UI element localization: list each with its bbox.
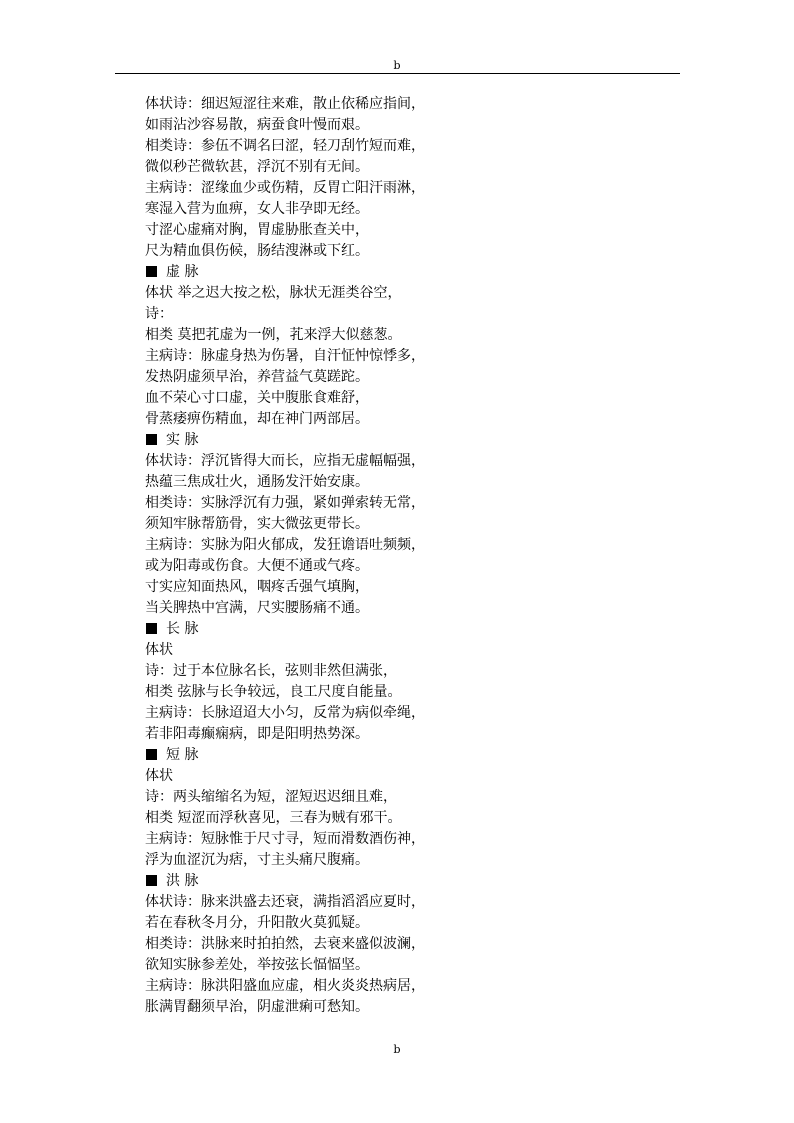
section-heading-label: 实 脉: [166, 432, 199, 448]
text-line-content: 若在春秋冬月分，升阳散火莫狐疑。: [145, 915, 369, 931]
text-line: [145, 493, 435, 514]
text-line: [145, 892, 435, 913]
text-line: [145, 178, 435, 199]
text-line-content: 主病诗：短脉惟于尺寸寻，短而滑数酒伤神，: [145, 831, 425, 847]
text-line-content: 寒湿入营为血痹，女人非孕即无经。: [145, 201, 369, 217]
text-line-content: 体状: [145, 642, 173, 658]
text-line: [145, 808, 435, 829]
section-heading: [145, 871, 435, 892]
text-line: [145, 535, 435, 556]
text-line: [145, 283, 435, 304]
text-line-content: 若非阳毒癫痫病，即是阳明热势深。: [145, 726, 369, 742]
text-line-content: 主病诗：长脉迢迢大小匀，反常为病似牵绳，: [145, 705, 425, 721]
section-heading-label: 短 脉: [166, 747, 199, 763]
text-line: [145, 577, 435, 598]
section-heading-label: 虚 脉: [166, 264, 199, 280]
text-line: [145, 724, 435, 745]
text-line: [145, 346, 435, 367]
text-line-content: 寸实应知面热风，咽疼舌强气填胸，: [145, 579, 369, 595]
text-line: [145, 787, 435, 808]
text-line: [145, 598, 435, 619]
text-line-content: 体状: [145, 768, 173, 784]
text-line: [145, 136, 435, 157]
text-line: [145, 703, 435, 724]
section-heading-label: 洪 脉: [166, 873, 199, 889]
text-line-content: 相类诗：洪脉来时拍拍然，去衰来盛似波澜，: [145, 936, 425, 952]
text-line-content: 主病诗：实脉为阳火郁成，发狂谵语吐频频，: [145, 537, 425, 553]
text-line: [145, 934, 435, 955]
text-line: [145, 199, 435, 220]
text-line: [145, 661, 435, 682]
text-line-content: 诗：: [145, 306, 173, 322]
document-body: [145, 94, 435, 1018]
square-bullet-icon: [146, 749, 157, 760]
text-line: [145, 976, 435, 997]
text-line-content: 主病诗：涩缘血少或伤精，反胃亡阳汗雨淋，: [145, 180, 425, 196]
text-line: [145, 388, 435, 409]
text-line: [145, 304, 435, 325]
text-line-content: 相类诗：实脉浮沉有力强，紧如弹索转无常，: [145, 495, 425, 511]
text-line: [145, 157, 435, 178]
text-line: [145, 94, 435, 115]
text-line-content: 血不荣心寸口虚，关中腹胀食难舒，: [145, 390, 369, 406]
text-line-content: 体状诗：浮沉皆得大而长，应指无虚幅幅强，: [145, 453, 425, 469]
text-line-content: 微似秒芒微软甚，浮沉不别有无间。: [145, 159, 369, 175]
text-line: [145, 850, 435, 871]
text-line-content: 发热阴虚须早治，养营益气莫蹉跎。: [145, 369, 369, 385]
section-heading: [145, 430, 435, 451]
text-line-content: 浮为血涩沉为痞，寸主头痛尺腹痛。: [145, 852, 369, 868]
text-line: [145, 472, 435, 493]
text-line: [145, 367, 435, 388]
section-heading: [145, 745, 435, 766]
text-line: [145, 451, 435, 472]
text-line-content: 主病诗：脉虚身热为伤暑，自汗怔忡惊悸多，: [145, 348, 425, 364]
header-divider: [115, 73, 680, 74]
text-line: [145, 325, 435, 346]
text-line-content: 胀满胃翻须早治，阴虚泄痢可愁知。: [145, 999, 369, 1015]
text-line-content: 体状诗：细迟短涩往来难，散止依稀应指间，: [145, 96, 425, 112]
text-line: [145, 241, 435, 262]
text-line: [145, 997, 435, 1018]
text-line-content: 诗：两头缩缩名为短，涩短迟迟细且难，: [145, 789, 397, 805]
section-heading-label: 长 脉: [166, 621, 199, 637]
text-line: [145, 556, 435, 577]
text-line-content: 相类 短涩而浮秋喜见，三春为贼有邪干。: [145, 810, 402, 826]
text-line: [145, 640, 435, 661]
text-line: [145, 682, 435, 703]
square-bullet-icon: [146, 266, 157, 277]
footer-page-mark: b: [393, 1043, 401, 1056]
text-line-content: 须知牢脉帮筋骨，实大微弦更带长。: [145, 516, 369, 532]
text-line: [145, 115, 435, 136]
text-line: [145, 913, 435, 934]
text-line-content: 或为阳毒或伤食。大便不通或气疼。: [145, 558, 369, 574]
text-line-content: 体状 举之迟大按之松，脉状无涯类谷空，: [145, 285, 402, 301]
text-line: [145, 220, 435, 241]
text-line: [145, 955, 435, 976]
text-line: [145, 829, 435, 850]
text-line-content: 寸涩心虚痛对胸，胃虚胁胀查关中，: [145, 222, 369, 238]
text-line-content: 热蕴三焦成壮火，通肠发汗始安康。: [145, 474, 369, 490]
text-line-content: 体状诗：脉来洪盛去还衰，满指滔滔应夏时，: [145, 894, 425, 910]
text-line: [145, 766, 435, 787]
text-line-content: 主病诗：脉洪阳盛血应虚，相火炎炎热病居，: [145, 978, 425, 994]
text-line-content: 相类 弦脉与长争较远，良工尺度自能量。: [145, 684, 402, 700]
text-line-content: 相类诗：参伍不调名曰涩，轻刀刮竹短而难，: [145, 138, 425, 154]
text-line-content: 相类 莫把芤虚为一例，芤来浮大似慈葱。: [145, 327, 402, 343]
square-bullet-icon: [146, 875, 157, 886]
section-heading: [145, 619, 435, 640]
text-line-content: 尺为精血俱伤候，肠结溲淋或下红。: [145, 243, 369, 259]
text-line-content: 骨蒸痿痹伤精血，却在神门两部居。: [145, 411, 369, 427]
square-bullet-icon: [146, 434, 157, 445]
section-heading: [145, 262, 435, 283]
text-line: [145, 514, 435, 535]
text-line-content: 如雨沾沙容易散，病蚕食叶慢而艰。: [145, 117, 369, 133]
header-page-mark: b: [393, 59, 401, 72]
text-line-content: 当关脾热中宫满，尺实腰肠痛不通。: [145, 600, 369, 616]
text-line-content: 诗：过于本位脉名长，弦则非然但满张，: [145, 663, 397, 679]
text-line: [145, 409, 435, 430]
square-bullet-icon: [146, 623, 157, 634]
text-line-content: 欲知实脉参差处，举按弦长愊愊坚。: [145, 957, 369, 973]
